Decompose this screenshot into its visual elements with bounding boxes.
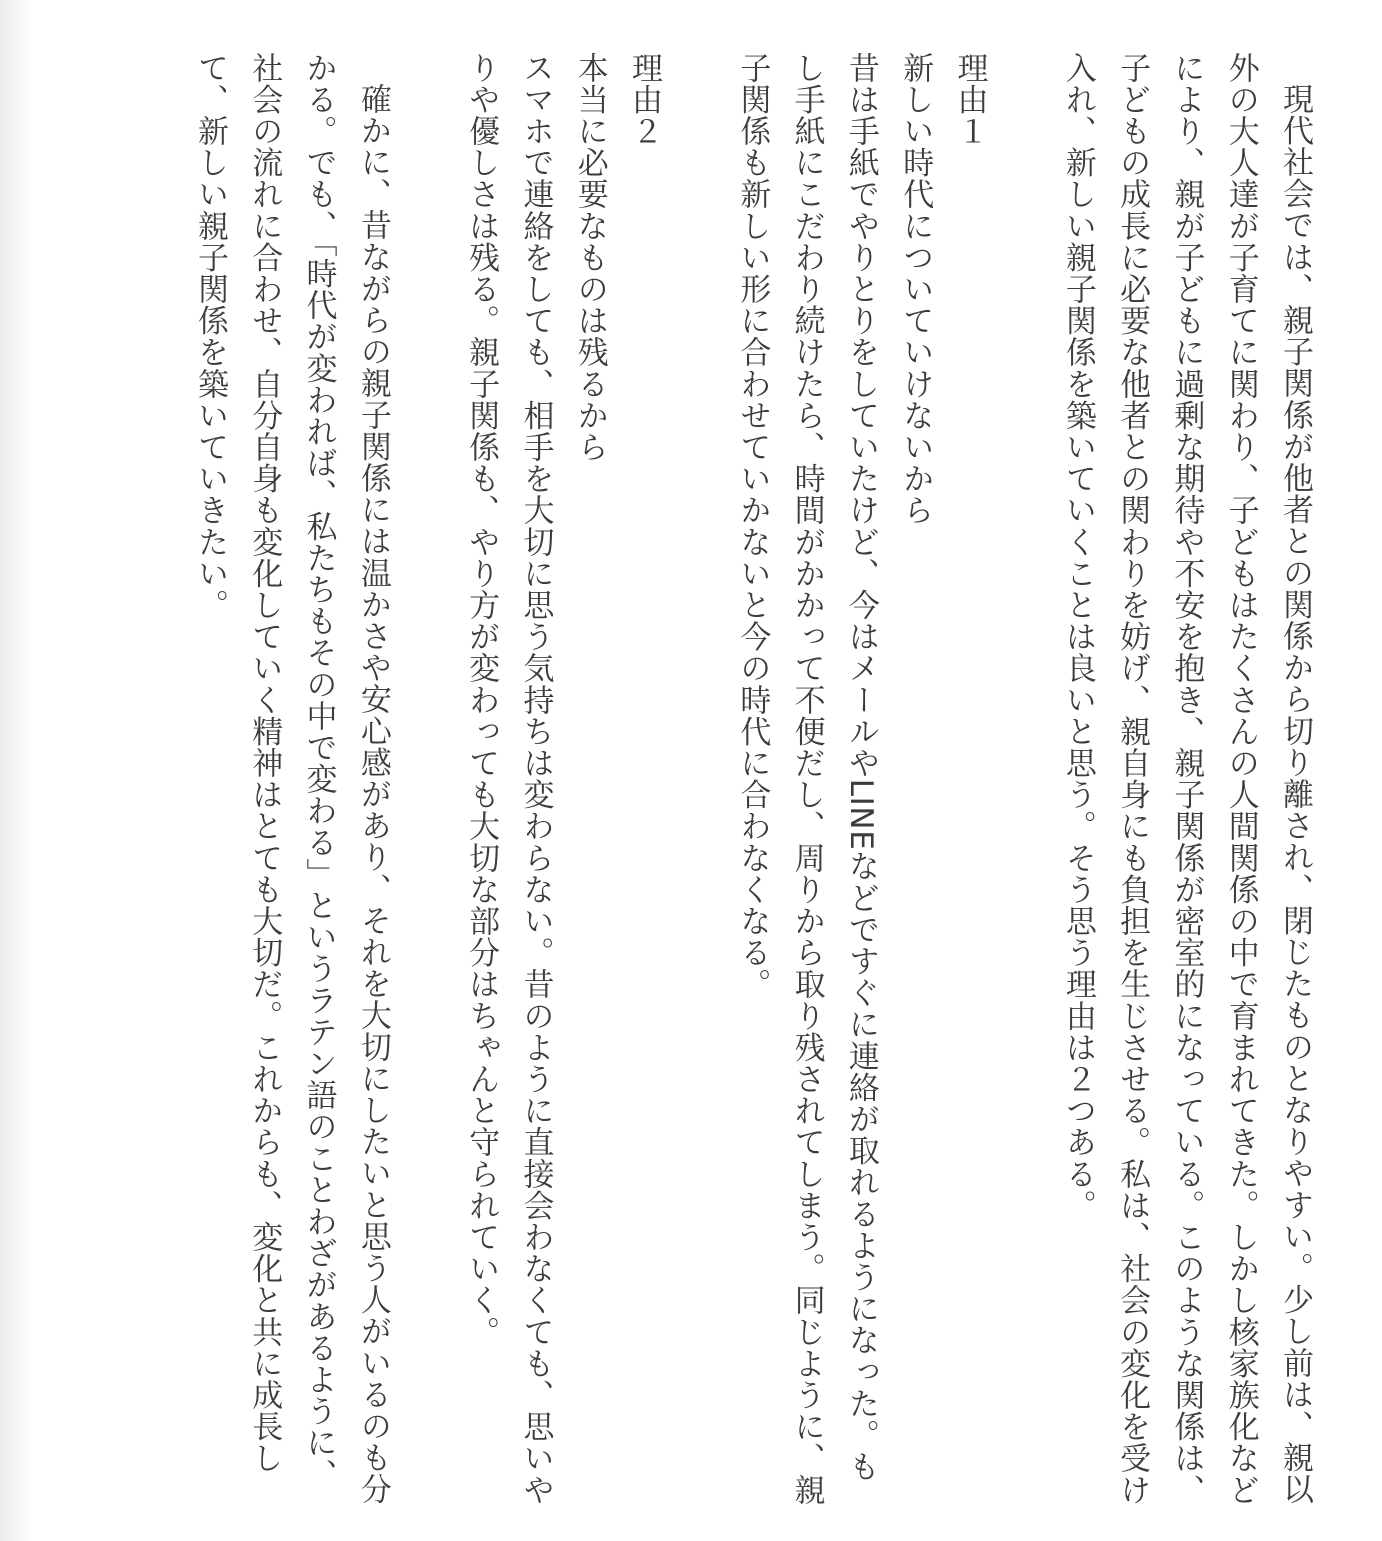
- section-gap: [997, 52, 1051, 62]
- reason-1-label: 理由１: [951, 52, 988, 147]
- intro-paragraph: 現代社会では、親子関係が他者との関係から切り離され、閉じたものとなりやすい。少し前は、親以外の大人達が子育てに関わり、子どもはたくさんの人間関係の中で育まれてきた。しかし核家族化などにより、親が子どもに過剰な期待や不安を抱き、親子関係が密室的になっている。このような関係は、子どもの成長に必要な他者との関わりを妨げ、親自身にも負担を生じさせる。私は、社会の変化を受け入れ、新しい親子関係を築いていくことは良いと思う。そう思う理由は２つある。: [1059, 52, 1313, 1506]
- reason-1-title: 新しい時代についていけないから: [897, 52, 934, 526]
- reason-2-label: 理由２: [626, 52, 663, 147]
- reason-2-body: スマホで連絡をしても、相手を大切に思う気持ちは変わらない。昔のように直接会わなくても、思いやりや優しさは残る。親子関係も、やり方が変わっても大切な部分はちゃんと守られていく。: [463, 52, 554, 1506]
- reason-2-title: 本当に必要なものは残るから: [571, 52, 608, 463]
- conclusion-paragraph: 確かに、昔ながらの親子関係には温かさや安心感があり、それを大切にしたいと思う人がいるのも分かる。でも、「時代が変われば、私たちもその中で変わる」というラテン語のことわざがあるように、社会の流れに合わせ、自分自身も変化していく精神はとても大切だ。これからも、変化と共に成長して、新しい親子関係を築いていきたい。: [191, 52, 391, 1505]
- section-gap: [400, 52, 454, 62]
- reason-1-body: 昔は手紙でやりとりをしていたけど、今はメールやLINEなどですぐに連絡が取れるようになった。もし手紙にこだわり続けたら、時間がかかって不便だし、周りから取り残されてしまう。同じように、親子関係も新しい形に合わせていかないと今の時代に合わなくなる。: [734, 52, 879, 1506]
- essay-document: [183, 52, 1322, 1512]
- section-gap: [671, 52, 725, 62]
- page-edge-shadow: [0, 0, 34, 1541]
